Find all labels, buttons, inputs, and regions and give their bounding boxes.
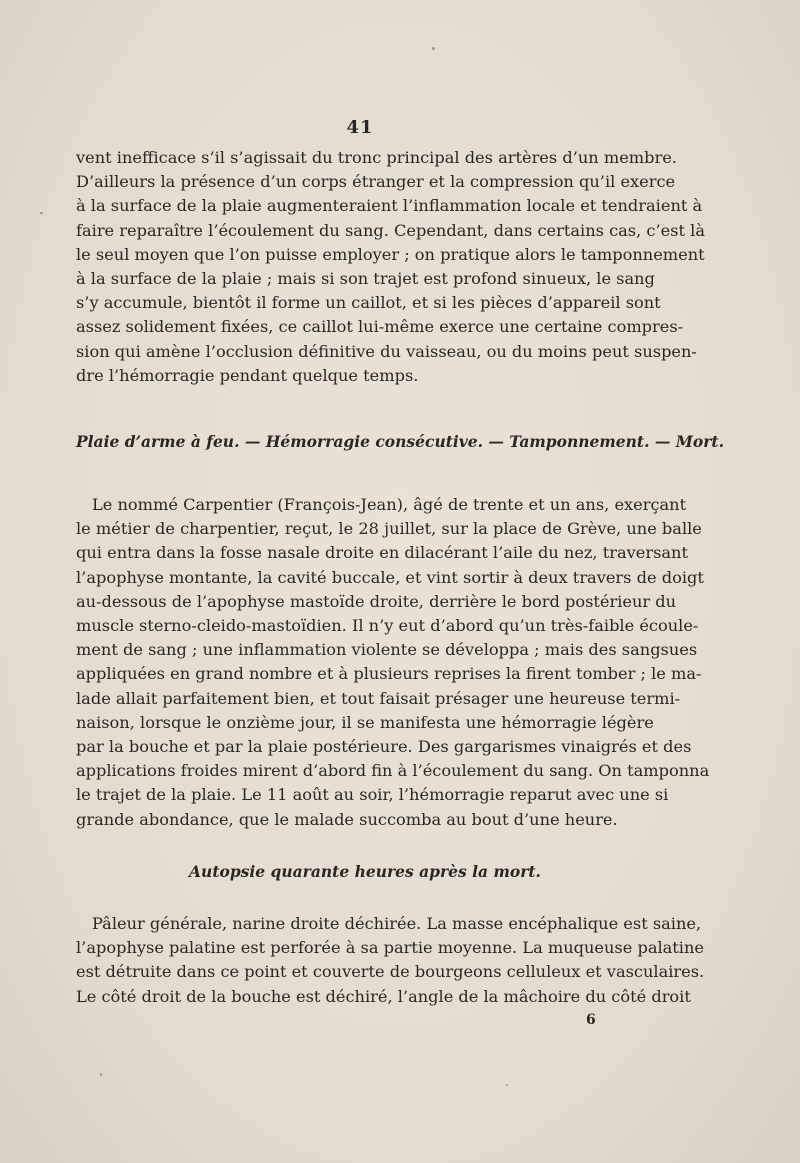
text-line: le métier de charpentier, reçut, le 28 juillet, sur la place de Grève, une balle xyxy=(76,519,702,539)
paragraph-1 xyxy=(76,146,705,388)
paragraph-3 xyxy=(76,912,705,1009)
text-line: dre l’hémorragie pendant quelque temps. xyxy=(76,365,419,385)
text-line: appliquées en grand nombre et à plusieurs reprises la firent tomber ; le ma- xyxy=(76,664,702,684)
text-line: le seul moyen que l’on puisse employer ; on pratique alors le tamponnement xyxy=(76,244,705,264)
signature-mark: 6 xyxy=(586,1012,596,1028)
text-line: vent inefficace s’il s’agissait du tronc principal des artères d’un membre. xyxy=(76,148,677,167)
text-line: sion qui amène l’occlusion définitive du vaisseau, ou du moins peut suspen- xyxy=(76,341,697,361)
text-line: l’apophyse palatine est perforée à sa partie moyenne. La muqueuse palatine xyxy=(76,938,704,958)
text-line: grande abondance, que le malade succomba au bout d’une heure. xyxy=(76,809,618,829)
text-line: assez solidement fixées, ce caillot lui-même exerce une certaine compres- xyxy=(76,317,684,337)
text-line: Pâleur générale, narine droite déchirée. La masse encéphalique est saine, xyxy=(92,914,702,933)
text-line: qui entra dans la fosse nasale droite en dilacérant l’aile du nez, traversant xyxy=(76,543,688,563)
text-line: s’y accumule, bientôt il forme un caillot, et si les pièces d’appareil sont xyxy=(76,293,661,313)
text-line: à la surface de la plaie augmenteraient l’inflammation locale et tendraient à xyxy=(76,196,703,216)
paper-speck xyxy=(432,47,435,50)
text-line: lade allait parfaitement bien, et tout faisait présager une heureuse termi- xyxy=(76,688,681,708)
text-line: faire reparaître l’écoulement du sang. Cependant, dans certains cas, c’est là xyxy=(76,220,705,240)
text-line: le trajet de la plaie. Le 11 août au soir, l’hémorragie reparut avec une si xyxy=(76,785,669,805)
text-line: D’ailleurs la présence d’un corps étranger et la compression qu’il exerce xyxy=(76,172,676,192)
paper-speck xyxy=(506,1084,508,1086)
text-line: ment de sang ; une inflammation violente se développa ; mais des sangsues xyxy=(76,640,698,660)
text-line: est détruite dans ce point et couverte de bourgeons celluleux et vasculaires. xyxy=(76,962,705,982)
paragraph-2 xyxy=(76,493,710,832)
text-line: muscle sterno-cleido-mastoïdien. Il n’y eut d’abord qu’un très-faible écoule- xyxy=(76,616,699,636)
page-number: 41 xyxy=(346,117,374,138)
text-line: Le nommé Carpentier (François-Jean), âgé de trente et un ans, exerçant xyxy=(92,495,687,514)
text-line: l’apophyse montante, la cavité buccale, et vint sortir à deux travers de doigt xyxy=(76,567,704,587)
paper-speck xyxy=(100,1073,102,1076)
text-line: par la bouche et par la plaie postérieure. Des gargarismes vinaigrés et des xyxy=(76,737,692,757)
text-line: au-dessous de l’apophyse mastoïde droite, derrière le bord postérieur du xyxy=(76,591,677,611)
text-line: Le côté droit de la bouche est déchiré, l’angle de la mâchoire du côté droit xyxy=(76,986,691,1006)
paper-speck xyxy=(40,212,43,214)
text-line: à la surface de la plaie ; mais si son trajet est profond sinueux, le sang xyxy=(76,269,655,289)
text-line: naison, lorsque le onzième jour, il se manifesta une hémorragie légère xyxy=(76,712,654,732)
text-line: applications froides mirent d’abord fin à l’écoulement du sang. On tamponna xyxy=(76,761,710,781)
case-heading: Plaie d’arme à feu. — Hémorragie consécutive. — Tamponnement. — Mort. xyxy=(76,432,724,451)
autopsy-heading: Autopsie quarante heures après la mort. xyxy=(189,862,541,881)
